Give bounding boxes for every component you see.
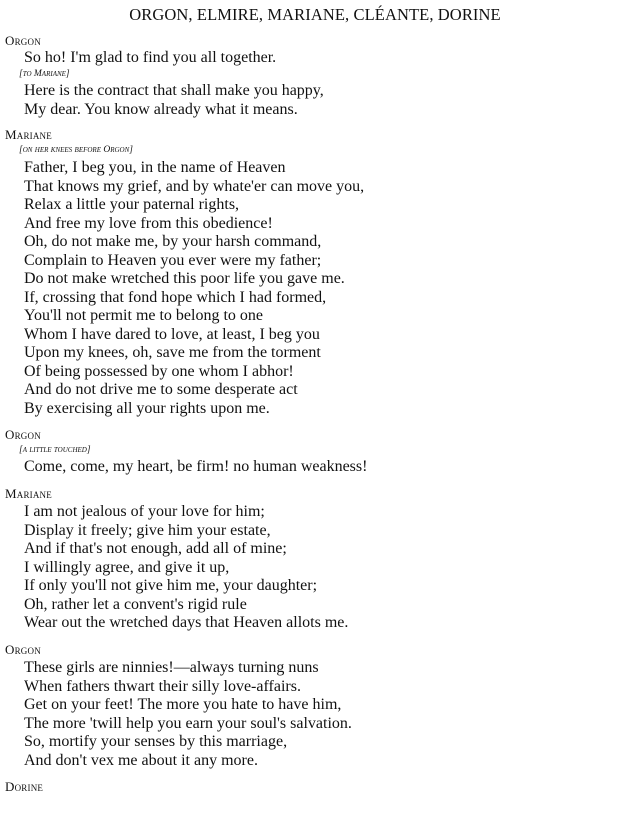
verse-line: If, crossing that fond hope which I had formed, xyxy=(24,288,327,306)
verse-line: Get on your feet! The more you hate to have him, xyxy=(24,696,342,713)
verse-line: I am not jealous of your love for him; xyxy=(24,503,265,520)
verse-line: Oh, rather let a convent's rigid rule xyxy=(24,595,247,613)
speaker-name: Mariane xyxy=(5,127,52,142)
verse-line: And free my love from this obedience! xyxy=(24,214,273,232)
verse-lines xyxy=(24,458,367,477)
verse-line: Do not make wretched this poor life you gave me. xyxy=(24,270,345,287)
verse-line: Oh, do not make me, by your harsh command, xyxy=(24,233,322,250)
verse-line: So ho! I'm glad to find you all together. xyxy=(24,49,277,66)
verse-line: Wear out the wretched days that Heaven allots me. xyxy=(24,614,349,631)
verse-line: And if that's not enough, add all of mine; xyxy=(24,540,287,557)
verse-lines xyxy=(24,659,352,770)
verse-line: So, mortify your senses by this marriage, xyxy=(24,733,288,750)
verse-line: Father, I beg you, in the name of Heaven xyxy=(24,159,286,176)
speaker-name: Orgon xyxy=(5,33,41,48)
speaker-name: Dorine xyxy=(5,779,44,794)
verse-line: Upon my knees, oh, save me from the torment xyxy=(24,344,321,361)
verse-line: Relax a little your paternal rights, xyxy=(24,196,240,213)
verse-line: The more 'twill help you earn your soul's salvation. xyxy=(24,714,352,732)
verse-line: Here is the contract that shall make you happy, xyxy=(24,82,324,99)
speaker-name: Mariane xyxy=(5,486,52,501)
stage-direction: [a little touched] xyxy=(19,445,91,455)
verse-line: You'll not permit me to belong to one xyxy=(24,307,264,324)
verse-line: Whom I have dared to love, at least, I beg you xyxy=(24,325,320,343)
speaker-name: Orgon xyxy=(5,427,41,442)
verse-line: These girls are ninnies!—always turning nuns xyxy=(24,659,319,676)
verse-lines xyxy=(24,82,324,119)
verse-line: Come, come, my heart, be firm! no human weakness! xyxy=(24,458,368,475)
verse-line: Display it freely; give him your estate, xyxy=(24,521,271,539)
verse-lines xyxy=(24,503,348,633)
verse-line: When fathers thwart their silly love-affairs. xyxy=(24,677,301,695)
verse-line: Of being possessed by one whom I abhor! xyxy=(24,362,294,380)
stage-direction: [to Mariane] xyxy=(19,69,70,79)
verse-lines xyxy=(24,159,364,418)
speaker-name: Orgon xyxy=(5,642,41,657)
verse-line: If only you'll not give him me, your daughter; xyxy=(24,577,318,594)
verse-line: And don't vex me about it any more. xyxy=(24,751,258,769)
verse-line: I willingly agree, and give it up, xyxy=(24,558,230,576)
verse-line: That knows my grief, and by whate'er can move you, xyxy=(24,177,365,195)
verse-line: My dear. You know already what it means. xyxy=(24,100,298,118)
verse-lines xyxy=(24,49,276,68)
scene-characters-heading: ORGON, ELMIRE, MARIANE, CLÉANTE, DORINE xyxy=(129,5,501,24)
verse-line: By exercising all your rights upon me. xyxy=(24,399,270,417)
stage-direction: [on her knees before Orgon] xyxy=(19,145,133,155)
verse-line: Complain to Heaven you ever were my father; xyxy=(24,251,322,269)
verse-line: And do not drive me to some desperate act xyxy=(24,381,298,398)
